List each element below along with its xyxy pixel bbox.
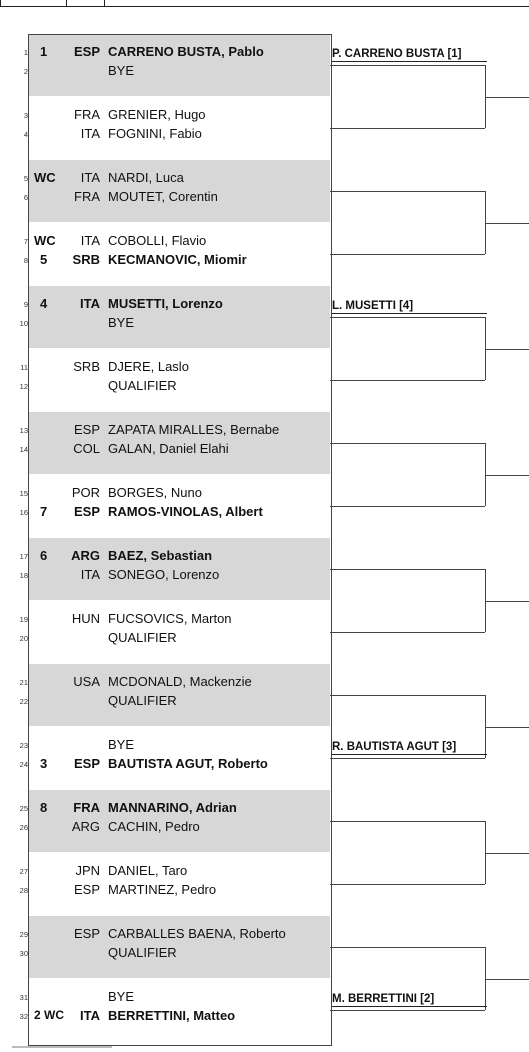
player-name[interactable]: BAUTISTA AGUT, Roberto xyxy=(108,756,268,771)
match-connector xyxy=(330,65,485,66)
player-name[interactable]: MARTINEZ, Pedro xyxy=(108,882,217,897)
next-round-line xyxy=(485,475,529,476)
draw-position-number: 2 xyxy=(23,67,28,76)
next-round-line xyxy=(485,601,529,602)
player-name[interactable]: CARBALLES BAENA, Roberto xyxy=(108,926,286,941)
country-code: ESP xyxy=(73,422,100,437)
seed-label: 6 xyxy=(40,548,48,563)
seed-label: WC xyxy=(34,170,56,185)
draw-position-number: 19 xyxy=(19,615,28,624)
draw-position-number: 27 xyxy=(19,867,28,876)
player-name[interactable]: KECMANOVIC, Miomir xyxy=(108,252,247,267)
seed-label: 3 xyxy=(40,756,48,771)
draw-position-number: 16 xyxy=(19,508,28,517)
player-name[interactable]: QUALIFIER xyxy=(108,693,177,708)
draw-frame xyxy=(28,34,332,1046)
player-name[interactable]: BORGES, Nuno xyxy=(108,485,202,500)
draw-position-number: 9 xyxy=(23,300,28,309)
next-round-line xyxy=(485,979,529,980)
player-name[interactable]: MCDONALD, Mackenzie xyxy=(108,674,252,689)
player-name[interactable]: ZAPATA MIRALLES, Bernabe xyxy=(108,422,280,437)
country-code: ESP xyxy=(73,44,100,59)
seed-label: WC xyxy=(34,233,56,248)
player-name[interactable]: BYE xyxy=(108,315,135,330)
draw-position-number: 20 xyxy=(19,634,28,643)
player-name[interactable]: BYE xyxy=(108,989,135,1004)
country-code: POR xyxy=(71,485,100,500)
next-round-line xyxy=(485,97,529,98)
country-code: ARG xyxy=(71,819,100,834)
country-code: ESP xyxy=(73,504,100,519)
draw-position-number: 10 xyxy=(19,319,28,328)
match-connector xyxy=(330,758,485,759)
seed-label: 5 xyxy=(40,252,48,267)
country-code: FRA xyxy=(74,189,100,204)
match-connector xyxy=(330,884,485,885)
player-name[interactable]: SONEGO, Lorenzo xyxy=(108,567,220,582)
country-code: SRB xyxy=(72,252,100,267)
draw-position-number: 17 xyxy=(19,552,28,561)
player-name[interactable]: QUALIFIER xyxy=(108,378,177,393)
seed-label: 8 xyxy=(40,800,48,815)
top-tick xyxy=(66,0,67,7)
match-connector xyxy=(330,128,485,129)
draw-position-number: 7 xyxy=(23,237,28,246)
player-name[interactable]: MOUTET, Corentin xyxy=(108,189,218,204)
draw-position-number: 8 xyxy=(23,256,28,265)
country-code: ESP xyxy=(73,756,100,771)
draw-position-number: 11 xyxy=(20,363,28,372)
player-name[interactable]: MUSETTI, Lorenzo xyxy=(108,296,223,311)
top-table-edge xyxy=(0,0,529,8)
player-name[interactable]: NARDI, Luca xyxy=(108,170,184,185)
seed-label: 2 WC xyxy=(34,1008,64,1022)
country-code: ESP xyxy=(73,882,100,897)
draw-position-number: 32 xyxy=(19,1012,28,1021)
next-round-line xyxy=(485,349,529,350)
country-code: ITA xyxy=(80,233,100,248)
player-name[interactable]: CARRENO BUSTA, Pablo xyxy=(108,44,264,59)
winner-label: R. BAUTISTA AGUT [3] xyxy=(332,741,487,755)
country-code: ITA xyxy=(80,126,100,141)
player-name[interactable]: RAMOS-VINOLAS, Albert xyxy=(108,504,263,519)
winner-label: L. MUSETTI [4] xyxy=(332,300,487,314)
footnote-text xyxy=(12,1046,112,1048)
draw-position-number: 14 xyxy=(19,445,28,454)
country-code: COL xyxy=(73,441,100,456)
player-name[interactable]: FUCSOVICS, Marton xyxy=(108,611,232,626)
draw-position-number: 24 xyxy=(19,760,28,769)
country-code: FRA xyxy=(74,107,100,122)
draw-position-number: 28 xyxy=(19,886,28,895)
winner-label: M. BERRETTINI [2] xyxy=(332,993,487,1007)
match-connector xyxy=(330,632,485,633)
country-code: ITA xyxy=(80,296,100,311)
player-name[interactable]: COBOLLI, Flavio xyxy=(108,233,207,248)
country-code: ESP xyxy=(73,926,100,941)
player-name[interactable]: FOGNINI, Fabio xyxy=(108,126,202,141)
draw-position-number: 6 xyxy=(23,193,28,202)
player-name[interactable]: DANIEL, Taro xyxy=(108,863,188,878)
match-connector xyxy=(330,254,485,255)
top-tick xyxy=(0,0,1,7)
winner-label: P. CARRENO BUSTA [1] xyxy=(332,48,487,62)
match-connector xyxy=(330,695,485,696)
match-connector xyxy=(330,317,485,318)
country-code: ARG xyxy=(71,548,100,563)
country-code: ITA xyxy=(80,170,100,185)
top-tick xyxy=(104,0,105,7)
player-name[interactable]: QUALIFIER xyxy=(108,630,177,645)
player-name[interactable]: MANNARINO, Adrian xyxy=(108,800,237,815)
player-name[interactable]: QUALIFIER xyxy=(108,945,177,960)
player-name[interactable]: BAEZ, Sebastian xyxy=(108,548,213,563)
draw-position-number: 31 xyxy=(19,993,28,1002)
draw-position-number: 30 xyxy=(19,949,28,958)
seed-label: 4 xyxy=(40,296,48,311)
draw-position-number: 22 xyxy=(19,697,28,706)
draw-position-number: 5 xyxy=(23,174,28,183)
country-code: FRA xyxy=(73,800,100,815)
player-name[interactable]: BYE xyxy=(108,737,135,752)
seed-label: 1 xyxy=(40,44,48,59)
top-rule xyxy=(0,6,529,7)
draw-position-number: 15 xyxy=(19,489,28,498)
match-connector xyxy=(330,1010,485,1011)
player-name[interactable]: BERRETTINI, Matteo xyxy=(108,1008,236,1023)
player-name[interactable]: BYE xyxy=(108,63,135,78)
draw-position-number: 23 xyxy=(19,741,28,750)
country-code: USA xyxy=(73,674,100,689)
match-connector xyxy=(330,821,485,822)
draw-position-number: 13 xyxy=(19,426,28,435)
match-connector xyxy=(330,569,485,570)
draw-position-number: 1 xyxy=(23,48,28,57)
draw-position-number: 29 xyxy=(19,930,28,939)
match-connector xyxy=(330,947,485,948)
draw-position-number: 4 xyxy=(23,130,28,139)
draw-position-number: 18 xyxy=(19,571,28,580)
country-code: ITA xyxy=(80,1008,100,1023)
seed-label: 7 xyxy=(40,504,48,519)
player-name[interactable]: DJERE, Laslo xyxy=(108,359,189,374)
next-round-line xyxy=(485,853,529,854)
player-name[interactable]: GRENIER, Hugo xyxy=(108,107,206,122)
country-code: SRB xyxy=(73,359,100,374)
country-code: HUN xyxy=(71,611,100,626)
match-connector xyxy=(330,443,485,444)
match-connector xyxy=(330,191,485,192)
player-name[interactable]: CACHIN, Pedro xyxy=(108,819,200,834)
next-round-line xyxy=(485,727,529,728)
match-connector xyxy=(330,380,485,381)
player-name[interactable]: GALAN, Daniel Elahi xyxy=(108,441,229,456)
draw-position-number: 25 xyxy=(19,804,28,813)
draw-position-number: 3 xyxy=(23,111,28,120)
draw-position-number: 26 xyxy=(19,823,28,832)
next-round-line xyxy=(485,223,529,224)
draw-position-number: 12 xyxy=(19,382,28,391)
country-code: JPN xyxy=(75,863,100,878)
match-connector xyxy=(330,506,485,507)
country-code: ITA xyxy=(80,567,100,582)
draw-position-number: 21 xyxy=(19,678,28,687)
